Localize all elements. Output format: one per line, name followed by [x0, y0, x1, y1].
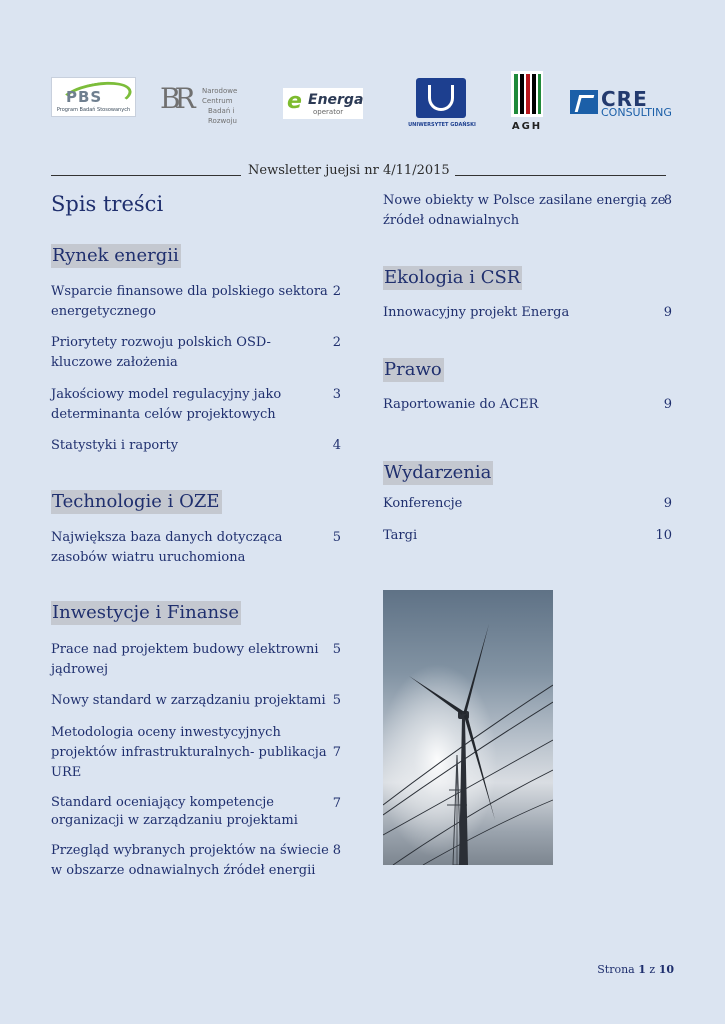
toc-entry-line: Wsparcie finansowe dla polskiego sektora [51, 284, 328, 299]
toc-entry-line: Statystyki i raporty [51, 438, 179, 453]
pbs-logo-subtitle: Program Badań Stosowanych [56, 107, 131, 113]
toc-entry-line: Prace nad projektem budowy elektrowni [51, 642, 319, 657]
toc-entry[interactable] [51, 794, 298, 830]
toc-entry-line: organizacji w zarządzaniu projektami [51, 813, 298, 828]
toc-page-number: 5 [332, 642, 341, 657]
toc-page-number: 4 [332, 438, 341, 453]
agh-logo [509, 71, 545, 137]
agh-emblem-icon [511, 71, 543, 117]
ncbr-subtitle-line1: Narodowe Centrum [202, 87, 238, 105]
ncbr-logo-subtitle [202, 86, 255, 126]
cre-logo-subtitle: CONSULTING [601, 106, 672, 119]
cre-logo [570, 87, 670, 117]
pbs-logo-text: PBS [66, 88, 103, 106]
energa-subtitle: operator [313, 108, 344, 116]
toc-entry-line: Największa baza danych dotycząca [51, 530, 283, 545]
toc-entry[interactable] [51, 723, 327, 783]
toc-entry-line: Jakościowy model regulacyjny jako [51, 387, 282, 402]
toc-entry[interactable] [51, 333, 271, 373]
toc-heading-technologie-oze: Technologie i OZE [52, 491, 220, 512]
toc-entry[interactable] [51, 385, 281, 425]
toc-entry-line: Metodologia oceny inwestycyjnych [51, 725, 281, 740]
toc-entry[interactable] [51, 640, 319, 680]
newsletter-title: Newsletter juejsi nr 4/11/2015 [248, 163, 450, 178]
page-footer [597, 963, 674, 976]
toc-heading-ekologia-csr: Ekologia i CSR [384, 267, 521, 288]
footer-total-pages: 10 [658, 963, 674, 976]
toc-heading-prawo: Prawo [384, 359, 442, 380]
toc-page-number: 8 [332, 843, 341, 858]
ug-logo [408, 78, 476, 132]
toc-title: Spis treści [51, 192, 164, 216]
toc-page-number: 7 [332, 796, 341, 811]
toc-page-number: 9 [663, 496, 672, 511]
toc-heading-rynek-energii: Rynek energii [52, 245, 179, 266]
ug-logo-subtitle: UNIWERSYTET GDAŃSKI [408, 122, 476, 128]
toc-entry-line: Nowy standard w zarządzaniu projektami [51, 693, 326, 708]
toc-entry[interactable] [383, 303, 569, 323]
toc-page-number: 9 [663, 305, 672, 320]
toc-entry-line: zasobów wiatru uruchomiona [51, 550, 246, 565]
toc-entry-line: Konferencje [383, 496, 463, 511]
toc-entry[interactable] [383, 494, 462, 514]
toc-page-number: 2 [332, 335, 341, 350]
toc-entry-line: Priorytety rozwoju polskich OSD- [51, 335, 271, 350]
toc-entry[interactable] [51, 436, 178, 456]
ug-emblem-icon [416, 78, 466, 118]
toc-entry[interactable] [383, 395, 538, 415]
toc-page-number: 2 [332, 284, 341, 299]
toc-entry-line: jądrowej [51, 662, 108, 677]
toc-page-number: 10 [655, 528, 672, 543]
energa-mark: e [287, 89, 302, 114]
ncbr-logo-letters: BR [160, 82, 190, 115]
toc-entry-line: Targi [383, 528, 418, 543]
footer-separator: z [649, 963, 656, 976]
cre-emblem-icon [570, 90, 598, 114]
agh-logo-text: AGH [511, 121, 543, 132]
toc-entry[interactable] [51, 528, 282, 568]
wind-turbine-icon [383, 590, 553, 865]
toc-entry-line: źródeł odnawialnych [383, 213, 520, 228]
toc-entry-line: Standard oceniający kompetencje [51, 795, 274, 810]
cre-logo-text: CRE [601, 87, 648, 111]
toc-entry-line: URE [51, 765, 82, 780]
toc-page-number: 5 [332, 530, 341, 545]
toc-entry[interactable] [51, 691, 326, 711]
toc-heading-inwestycje-finanse: Inwestycje i Finanse [52, 602, 239, 623]
toc-entry-line: determinanta celów projektowych [51, 407, 276, 422]
toc-entry[interactable] [51, 282, 328, 322]
toc-entry-line: projektów infrastrukturalnych- publikacja [51, 745, 327, 760]
toc-entry-line: w obszarze odnawialnych źródeł energii [51, 863, 316, 878]
toc-page-number: 8 [663, 193, 672, 208]
toc-entry-line: energetycznego [51, 304, 156, 319]
toc-entry[interactable] [383, 526, 417, 546]
energa-name: Energa [308, 92, 364, 108]
energa-logo [283, 88, 363, 119]
newsletter-rule-right [455, 175, 666, 176]
wind-turbine-photo [383, 590, 553, 865]
toc-entry-line: Innowacyjny projekt Energa [383, 305, 570, 320]
newsletter-rule-left [51, 175, 241, 176]
toc-page-number: 7 [332, 745, 341, 760]
ncbr-subtitle-line2: Badań i Rozwoju [208, 107, 237, 125]
toc-heading-wydarzenia: Wydarzenia [384, 462, 492, 483]
toc-entry[interactable] [383, 191, 665, 231]
toc-entry-line: Nowe obiekty w Polsce zasilane energią ze [383, 193, 666, 208]
toc-entry-line: kluczowe założenia [51, 355, 178, 370]
toc-entry-line: Przegląd wybranych projektów na świecie [51, 843, 329, 858]
toc-page-number: 9 [663, 397, 672, 412]
footer-label: Strona [597, 963, 635, 976]
footer-current-page: 1 [638, 963, 646, 976]
toc-entry-line: Raportowanie do ACER [383, 397, 539, 412]
toc-entry[interactable] [51, 841, 329, 881]
ncbr-logo [160, 82, 255, 124]
toc-page-number: 5 [332, 693, 341, 708]
toc-page-number: 3 [332, 387, 341, 402]
pbs-logo [51, 77, 136, 117]
